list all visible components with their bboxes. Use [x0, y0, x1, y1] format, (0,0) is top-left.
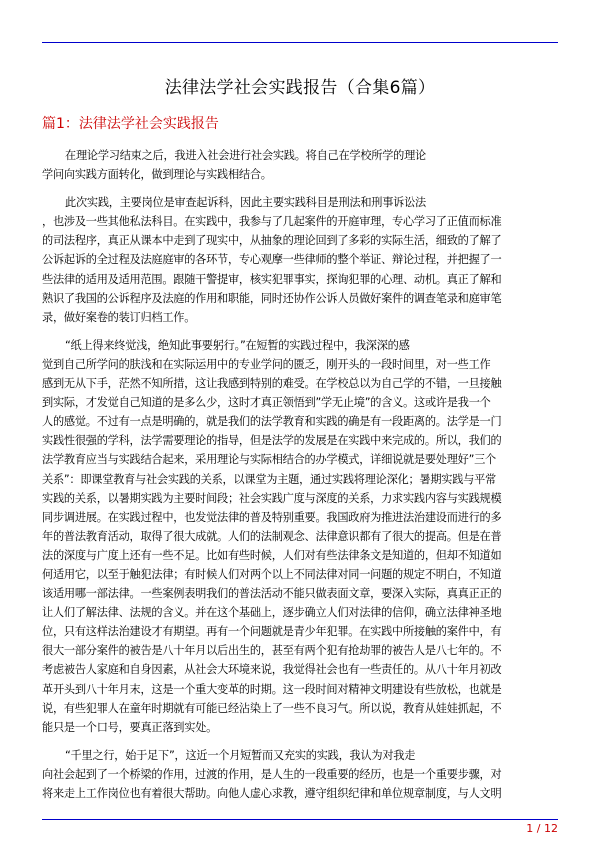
- text-line: 年的普法教育活动，取得了很大成就。人们的法制观念、法律意识都有了很大的提高。但是在普: [42, 529, 502, 543]
- footer-rule: [42, 819, 558, 820]
- page-number: 1 / 12: [526, 822, 558, 835]
- text-line: 此次实践，主要岗位是审查起诉科，因此主要实践科目是刑法和刑事诉讼法: [65, 196, 426, 210]
- text-line: 实践性很强的学科，法学需要理论的指导，但是法学的发展是在实践中来完成的。所以，我们的: [42, 434, 502, 448]
- text-line: 录，做好案卷的装订归档工作。: [42, 310, 196, 324]
- text-line: 很大一部分案件的被告是八十年月以后出生的，甚至有两个犯有抢劫罪的被告人是八七年的。不: [42, 644, 502, 658]
- text-line: 公诉起诉的全过程及法庭庭审的各环节，专心观摩一些律师的整个举证、辩论过程，并把握了一: [42, 253, 502, 267]
- text-line: 熟识了我国的公诉程序及法庭的作用和职能，同时还协作公诉人员做好案件的调查笔录和庭审笔: [42, 291, 502, 305]
- text-line: 学问向实践方面转化，做到理论与实践相结合。: [42, 168, 272, 182]
- section-heading: 篇1：法律法学社会实践报告: [42, 116, 219, 132]
- text-line: 位，只有这样法治建设才有期望。再有一个问题就是青少年犯罪。在实践中所接触的案件中，有: [42, 625, 502, 639]
- paragraph-3: [42, 336, 558, 737]
- text-line: 关系”：即课堂教育与社会实践的关系，以课堂为主题，通过实践将理论深化；暑期实践与平常: [42, 472, 496, 486]
- text-line: 同步调进展。在实践过程中，也发觉法律的普及特别重要。我国政府为推进法治建设而进行的多: [42, 510, 502, 524]
- text-line: 该适用哪一部法律。一些案例表明我们的普法活动不能只做表面文章，要深入实际，真真正正的: [42, 587, 502, 601]
- paragraph-1: [42, 146, 558, 184]
- text-line: 说，有些犯罪人在童年时期就有可能已经沾染上了一些不良习气。所以说，教育从娃娃抓起，不: [42, 701, 502, 715]
- text-line: 的司法程序，真正从课本中走到了现实中，从抽象的理论回到了多彩的实际生活，细致的了解了: [42, 234, 502, 248]
- text-line: 人的感觉。不过有一点是明确的，就是我们的法学教育和实践的确是有一段距离的。法学是一门: [42, 415, 502, 429]
- text-line: “千里之行，始于足下”，这近一个月短暂而又充实的实践，我认为对我走: [65, 748, 416, 762]
- text-line: 向社会起到了一个桥梁的作用，过渡的作用，是人生的一段重要的经历，也是一个重要步骤，对: [42, 767, 502, 781]
- text-line: 实践的关系，以暑期实践为主要时间段；社会实践广度与深度的关系，力求实践内容与实践规模: [42, 491, 502, 505]
- document-title: 法律法学社会实践报告（合集6篇）: [164, 78, 436, 98]
- header-rule: [42, 42, 558, 43]
- text-line: 觉到自己所学问的肤浅和在实际运用中的专业学问的匮乏，刚开头的一段时间里，对一些工作: [42, 357, 491, 371]
- text-line: 让人们了解法律、法规的含义。并在这个基础上，逐步确立人们对法律的信仰，确立法律神圣地: [42, 606, 502, 620]
- text-line: ，也涉及一些其他私法科目。在实践中，我参与了几起案件的开庭审理，专心学习了正值而标准: [42, 215, 502, 229]
- paragraph-4: [42, 746, 558, 803]
- text-line: 革开头到八十年月末，这是一个重大变革的时期。这一段时间对精神文明建设有些放松，也就是: [42, 682, 502, 696]
- text-line: 将来走上工作岗位也有着很大帮助。向他人虚心求教，遵守组织纪律和单位规章制度，与人文明: [42, 787, 502, 800]
- text-line: 何适用它，以至于触犯法律；有时候人们对两个以上不同法律对同一问题的规定不明白，不知道: [42, 567, 502, 581]
- text-line: 感到无从下手，茫然不知所措，这让我感到特别的难受。在学校总以为自己学的不错，一旦接触: [42, 377, 502, 391]
- text-line: 法学教育应当与实践结合起来，采用理论与实际相结合的办学模式，详细说就是要处理好”三个: [42, 453, 496, 467]
- text-line: 考虑被告人家庭和自身因素，从社会大环境来说，我觉得社会也有一些责任的。从八十年月初改: [42, 663, 502, 677]
- document-body: [42, 146, 558, 812]
- paragraph-2: [42, 193, 558, 327]
- text-line: 些法律的适用及适用范围。跟随干警提审，核实犯罪事实，探询犯罪的心理、动机。真正了解和: [42, 272, 502, 286]
- text-line: 能只是一个口号，要真正落到实处。: [42, 720, 218, 734]
- text-line: 在理论学习结束之后，我进入社会进行社会实践。将自己在学校所学的理论: [65, 149, 426, 162]
- text-line: 法的深度与广度上还有一些不足。比如有些时候，人们对有些法律条文是知道的，但却不知道如: [42, 548, 502, 562]
- text-line: “纸上得来终觉浅，绝知此事要躬行。”在短暂的实践过程中，我深深的感: [65, 338, 410, 352]
- text-line: 到实际，才发觉自己知道的是多么少，这时才真正领悟到”学无止境”的含义。这或许是我一个: [42, 396, 491, 410]
